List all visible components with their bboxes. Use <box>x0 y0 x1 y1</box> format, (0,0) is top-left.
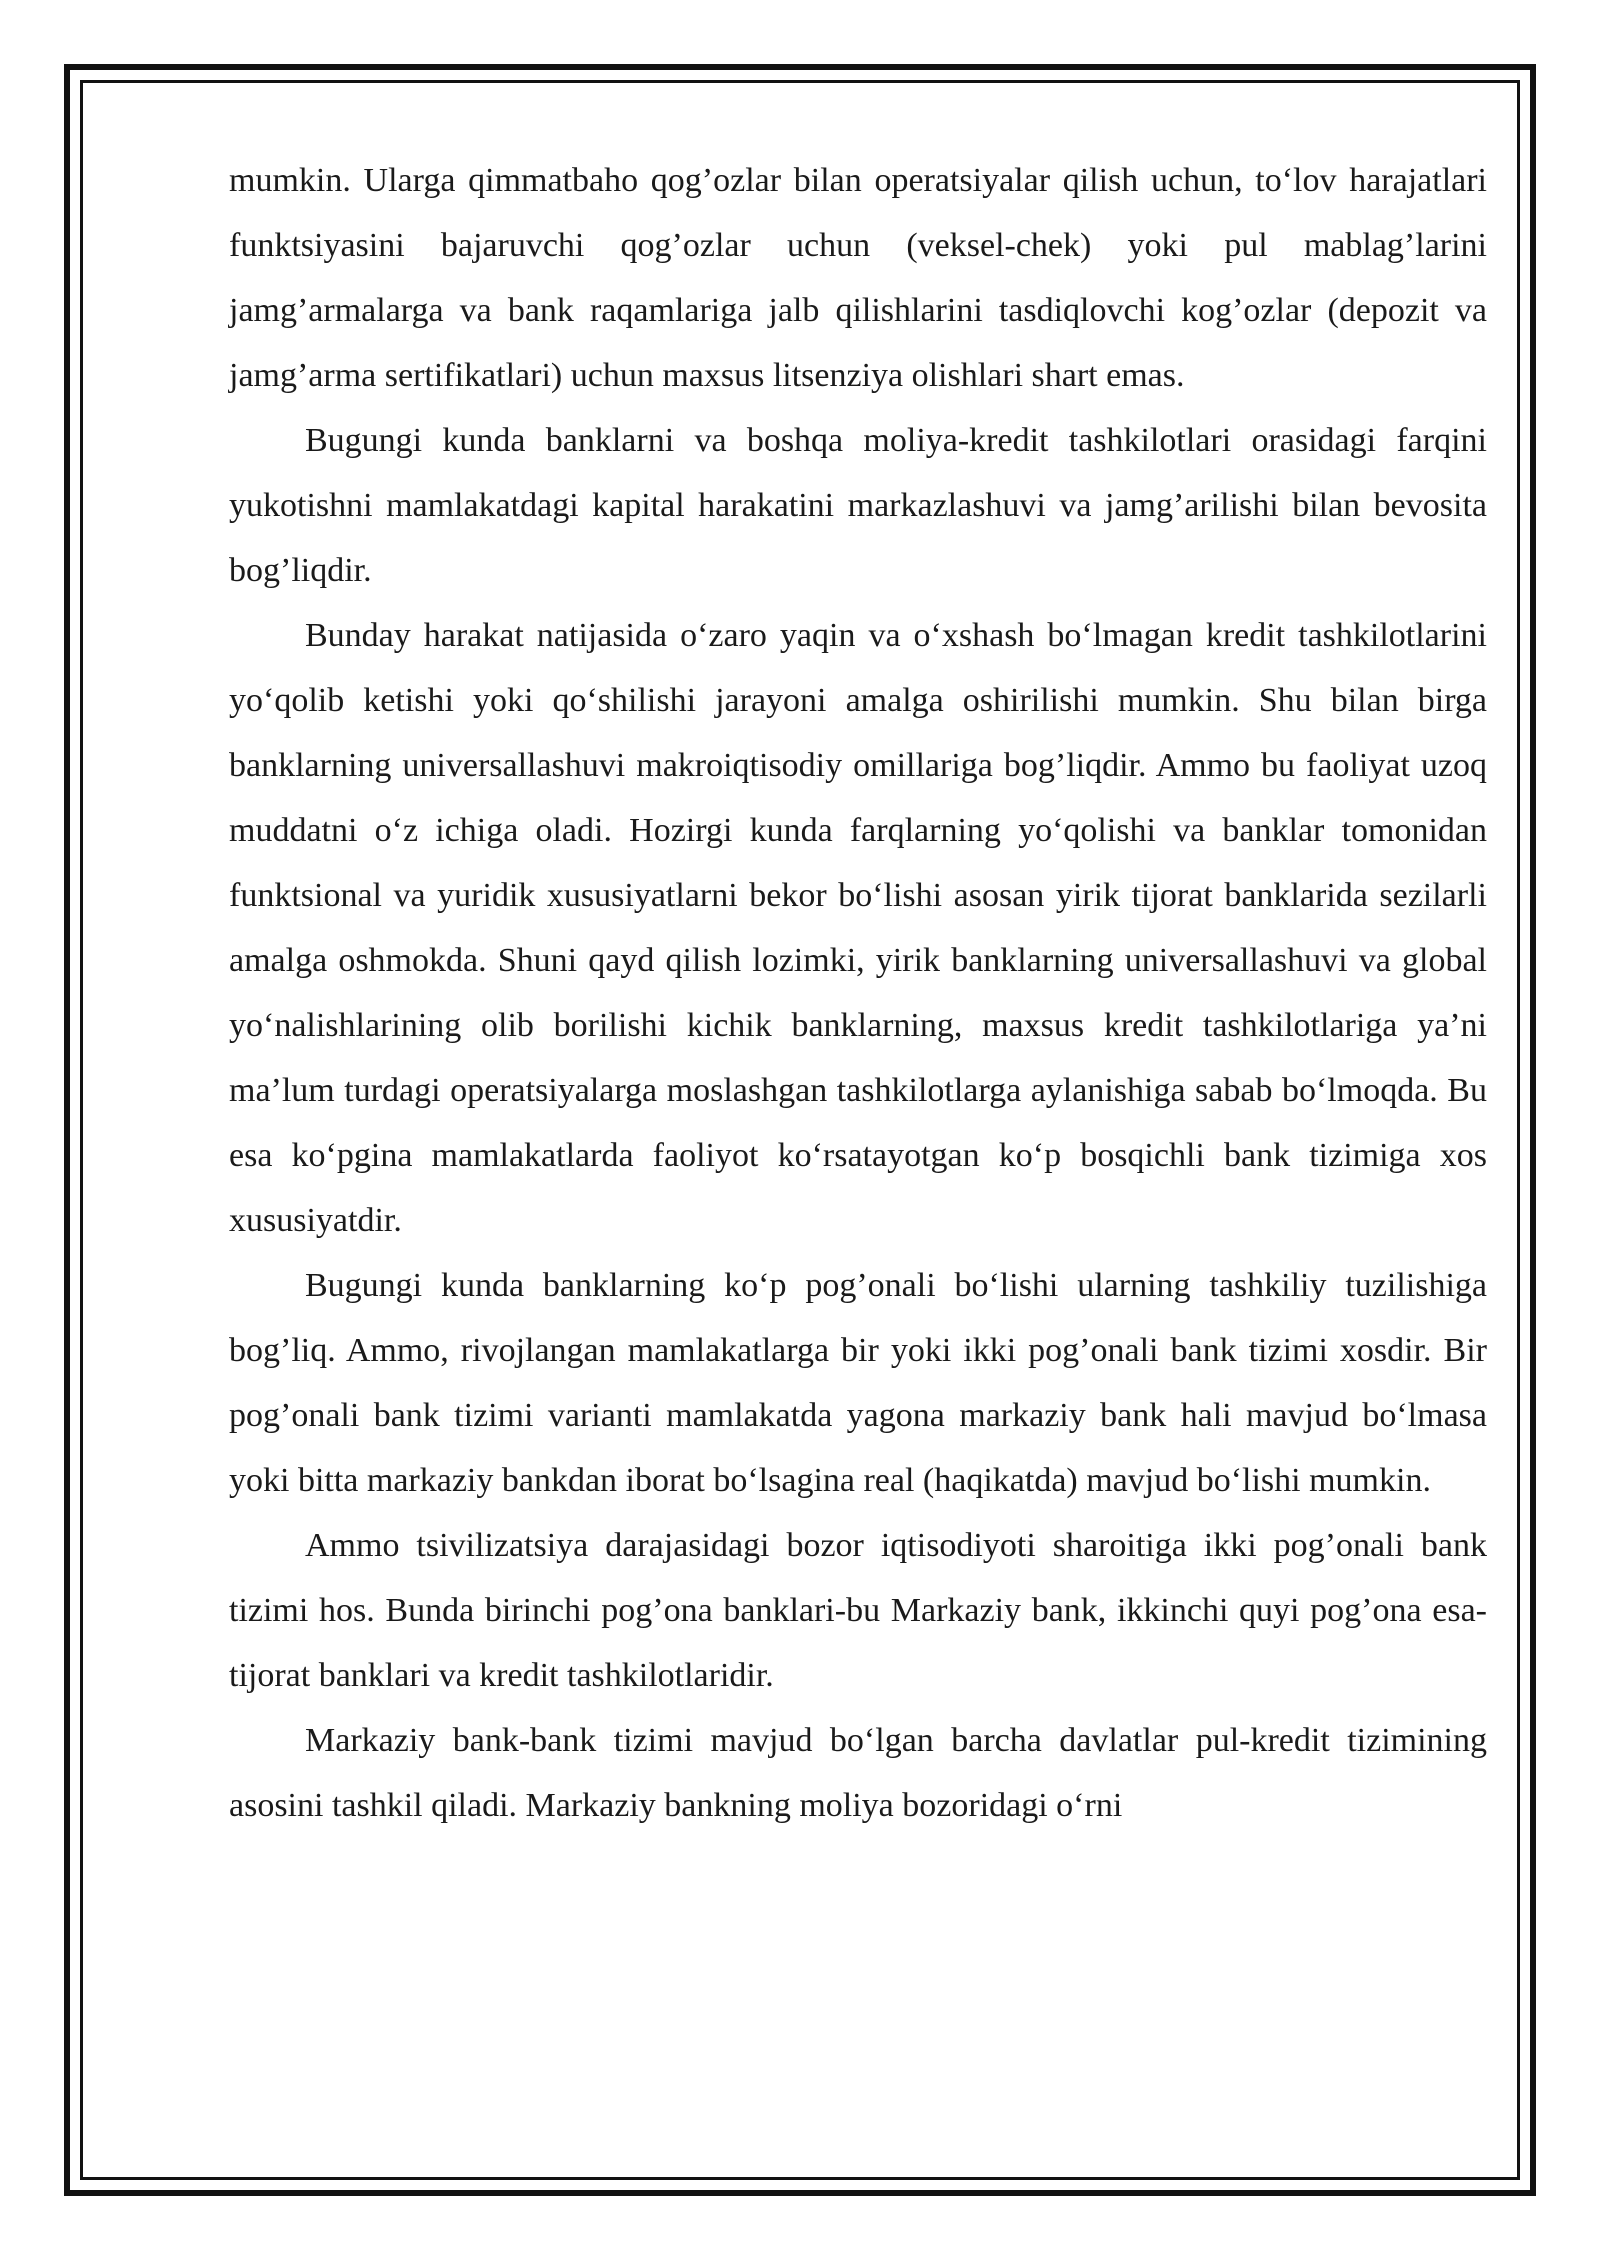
paragraph-5: Ammo tsivilizatsiya darajasidagi bozor iqtisodiyoti sharoitiga ikki pog’onali bank tizimi hos. Bunda birinchi pog’ona banklari-bu Markaziy bank, ikkinchi quyi pog’ona esa-tijorat banklari va kredit tashkilotlaridir. <box>229 1527 1487 1694</box>
document-body <box>229 148 1487 1838</box>
paragraph-6: Markaziy bank-bank tizimi mavjud bo‘lgan barcha davlatlar pul-kredit tizimining asosini tashkil qiladi. Markaziy bankning moliya bozoridagi o‘rni <box>229 1722 1487 1824</box>
paragraph-1: mumkin. Ularga qimmatbaho qog’ozlar bilan operatsiyalar qilish uchun, to‘lov harajatlari funktsiyasini bajaruvchi qog’ozlar uchun (veksel-chek) yoki pul mablag’larini jamg’armalarga va bank raqamlariga jalb qilishlarini tasdiqlovchi kog’ozlar (depozit va jamg’arma sertifikatlari) uchun maxsus litsenziya olishlari shart emas. <box>229 162 1487 394</box>
paragraph-3: Bunday harakat natijasida o‘zaro yaqin va o‘xshash bo‘lmagan kredit tashkilotlarini yo‘qolib ketishi yoki qo‘shilishi jarayoni amalga oshirilishi mumkin. Shu bilan birga banklarning universallashuvi makroiqtisodiy omillariga bog’liqdir. Ammo bu faoliyat uzoq muddatni o‘z ichiga oladi. Hozirgi kunda farqlarning yo‘qolishi va banklar tomonidan funktsional va yuridik xususiyatlarni bekor bo‘lishi asosan yirik tijorat banklarida sezilarli amalga oshmokda. Shuni qayd qilish lozimki, yirik banklarning universallashuvi va global yo‘nalishlarining olib borilishi kichik banklarning, maxsus kredit tashkilotlariga ya’ni ma’lum turdagi operatsiyalarga moslashgan tashkilotlarga aylanishiga sabab bo‘lmoqda. Bu esa ko‘pgina mamlakatlarda faoliyot ko‘rsatayotgan ko‘p bosqichli bank tizimiga xos xususiyatdir. <box>229 617 1487 1239</box>
paragraph-4: Bugungi kunda banklarning ko‘p pog’onali bo‘lishi ularning tashkiliy tuzilishiga bog’liq. Ammo, rivojlangan mamlakatlarga bir yoki ikki pog’onali bank tizimi xosdir. Bir pog’onali bank tizimi varianti mamlakatda yagona markaziy bank hali mavjud bo‘lmasa yoki bitta markaziy bankdan iborat bo‘lsagina real (haqikatda) mavjud bo‘lishi mumkin. <box>229 1267 1487 1499</box>
paragraph-2: Bugungi kunda banklarni va boshqa moliya-kredit tashkilotlari orasidagi farqini yukotishni mamlakatdagi kapital harakatini markazlashuvi va jamg’arilishi bilan bevosita bog’liqdir. <box>229 422 1487 589</box>
